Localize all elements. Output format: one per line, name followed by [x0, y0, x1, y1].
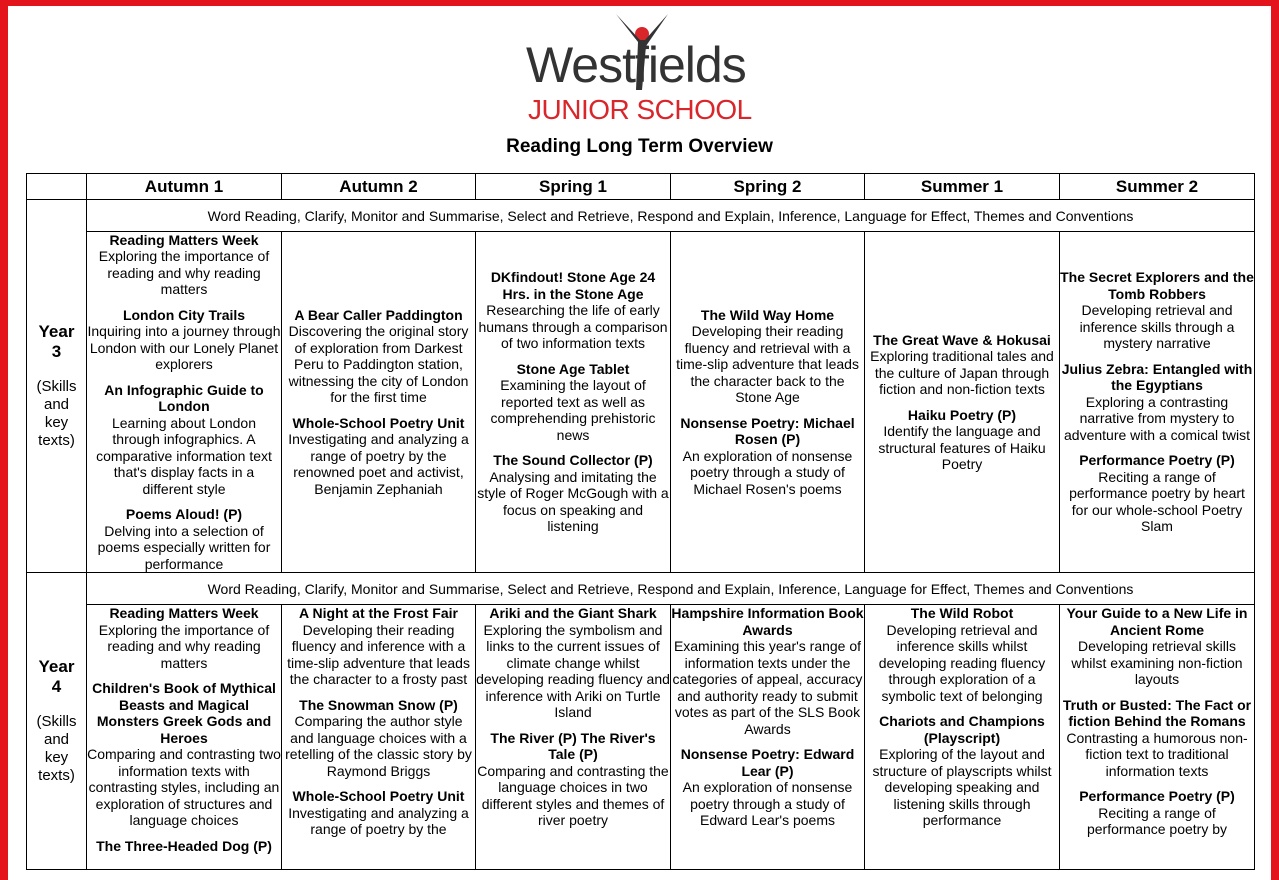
- unit-description: Examining the layout of reported text as well as comprehending prehistoric news: [490, 377, 656, 443]
- unit-title: Reading Matters Week: [109, 605, 259, 621]
- unit-entry: [1060, 452, 1254, 535]
- unit-entry: [87, 506, 281, 572]
- term-units-cell: [671, 232, 865, 573]
- unit-entry: [865, 407, 1059, 473]
- term-units-cell: [87, 605, 282, 870]
- unit-description: Investigating and analyzing a range of poetry by the renowned poet and activist, Benjamin Zephaniah: [288, 431, 469, 497]
- unit-entry: [282, 307, 475, 406]
- year-sublabel-line: texts): [38, 432, 75, 449]
- term-header: Autumn 2: [282, 174, 476, 200]
- unit-entry: [865, 332, 1059, 398]
- unit-title: Stone Age Tablet: [516, 360, 630, 377]
- term-header: Spring 2: [671, 174, 865, 200]
- skills-list: Word Reading, Clarify, Monitor and Summarise, Select and Retrieve, Respond and Explain, Inference, Language for Effect, Themes and Conventions: [87, 200, 1255, 232]
- year-label-cell: [27, 573, 87, 870]
- page-frame-right: [1271, 0, 1279, 880]
- term-units-cell: [865, 605, 1060, 870]
- unit-entry: [282, 415, 475, 498]
- year-sublabel-line: texts): [38, 767, 75, 784]
- unit-description: Analysing and imitating the style of Roger McGough with a focus on speaking and listening: [477, 468, 669, 535]
- unit-entry: [87, 382, 281, 498]
- unit-title: The Snowman Snow (P): [299, 696, 458, 713]
- unit-description: Developing retrieval skills whilst examining non-fiction layouts: [1071, 638, 1243, 687]
- unit-entry: [476, 269, 670, 352]
- year-sublabel-line: key: [44, 749, 69, 766]
- unit-entry: [87, 605, 281, 671]
- unit-entry: [282, 788, 475, 838]
- unit-description: Discovering the original story of exploration from Darkest Peru to Paddington station, witnessing the city of London for the first time: [288, 323, 469, 406]
- page-frame-top: [0, 0, 1279, 6]
- term-units-cell: [865, 232, 1060, 573]
- page-frame-left: [0, 0, 8, 880]
- unit-entry: [1060, 788, 1254, 838]
- unit-description: Developing their reading fluency and inference with a time-slip adventure that leads the character to a frosty past: [287, 621, 470, 687]
- unit-title: The Wild Robot: [910, 605, 1014, 621]
- skills-row: [27, 573, 1255, 605]
- year-label-cell: [27, 200, 87, 573]
- unit-title: The Three-Headed Dog (P): [96, 837, 272, 854]
- unit-description: Comparing the author style and language choices with a retelling of the classic story by Raymond Briggs: [285, 713, 472, 779]
- unit-description: Exploring a contrasting narrative from mystery to adventure with a comical twist: [1064, 393, 1250, 443]
- unit-entry: [87, 838, 281, 855]
- unit-title: Children's Book of Mythical Beasts and Magical Monsters Greek Gods and Heroes: [92, 680, 276, 746]
- term-units-cell: [671, 605, 865, 870]
- skills-row: [27, 200, 1255, 232]
- corner-cell: [27, 174, 87, 200]
- year-sublabel-line: and: [43, 731, 70, 748]
- unit-description: Learning about London through infographics. A comparative information text that's display facts in a different style: [96, 414, 272, 497]
- unit-entry: [282, 697, 475, 780]
- unit-entry: [87, 232, 281, 298]
- unit-entry: [671, 746, 864, 829]
- unit-title: Performance Poetry (P): [1079, 452, 1235, 469]
- year-number: 4: [51, 677, 62, 696]
- year-label: Year: [38, 322, 75, 341]
- overview-table: [26, 173, 1255, 870]
- logo-wordmark: Westfields: [526, 37, 746, 93]
- unit-description: Exploring the importance of reading and why reading matters: [98, 248, 270, 298]
- logo-subtitle: JUNIOR SCHOOL: [528, 94, 752, 125]
- unit-description: Exploring traditional tales and the culture of Japan through fiction and non-fiction texts: [870, 348, 1054, 397]
- term-units-cell: [476, 605, 671, 870]
- unit-entry: [1060, 697, 1254, 780]
- unit-title: A Night at the Frost Fair: [299, 605, 458, 621]
- unit-title: Hampshire Information Book Awards: [671, 605, 864, 638]
- term-units-cell: [282, 605, 476, 870]
- unit-description: Developing retrieval and inference skills whilst developing reading fluency through exploration of a symbolic text of belonging: [878, 621, 1046, 704]
- unit-entry: [671, 307, 864, 406]
- term-header-row: [27, 174, 1255, 200]
- skills-list: Word Reading, Clarify, Monitor and Summarise, Select and Retrieve, Respond and Explain, Inference, Language for Effect, Themes and Conventions: [87, 573, 1255, 605]
- unit-title: Nonsense Poetry: Edward Lear (P): [680, 746, 855, 779]
- school-logo: [520, 12, 760, 127]
- unit-description: Contrasting a humorous non-fiction text to traditional information texts: [1066, 729, 1248, 779]
- unit-title: Chariots and Champions (Playscript): [879, 713, 1045, 746]
- unit-entry: [671, 415, 864, 498]
- unit-entry: [476, 361, 670, 444]
- units-row: [27, 232, 1255, 573]
- unit-title: Nonsense Poetry: Michael Rosen (P): [680, 414, 855, 448]
- term-header: Summer 2: [1060, 174, 1255, 200]
- unit-entry: [1060, 605, 1254, 688]
- unit-description: Delving into a selection of poems especially written for performance: [97, 522, 271, 572]
- unit-title: An Infographic Guide to London: [104, 381, 264, 415]
- unit-entry: [865, 605, 1059, 704]
- unit-description: Inquiring into a journey through London with our Lonely Planet explorers: [87, 323, 281, 373]
- unit-description: Exploring the symbolism and links to the current issues of climate change whilst developing reading fluency and inference with Ariki on Turtle Island: [476, 621, 670, 720]
- unit-title: Ariki and the Giant Shark: [489, 605, 657, 621]
- unit-entry: [476, 605, 670, 721]
- unit-entry: [476, 730, 670, 829]
- year-sublabel-line: and: [43, 396, 70, 413]
- unit-entry: [476, 452, 670, 535]
- unit-title: Performance Poetry (P): [1079, 788, 1235, 804]
- unit-entry: [282, 605, 475, 688]
- year-sublabel-line: (Skills: [36, 378, 77, 395]
- unit-description: Reciting a range of performance poetry by heart for our whole-school Poetry Slam: [1069, 468, 1245, 535]
- unit-title: London City Trails: [122, 306, 246, 323]
- unit-title: The Great Wave & Hokusai: [873, 331, 1051, 348]
- term-units-cell: [1060, 605, 1255, 870]
- unit-title: Truth or Busted: The Fact or fiction Behind the Romans: [1062, 696, 1252, 729]
- term-units-cell: [282, 232, 476, 573]
- unit-entry: [1060, 269, 1254, 352]
- unit-description: An exploration of nonsense poetry through a study of Michael Rosen's poems: [682, 447, 853, 497]
- unit-description: Developing their reading fluency and retrieval with a time-slip adventure that leads the character back to the Stone Age: [676, 323, 859, 406]
- page-title: Reading Long Term Overview: [506, 136, 773, 157]
- term-units-cell: [87, 232, 282, 573]
- unit-entry: [865, 713, 1059, 829]
- unit-description: Comparing and contrasting the language choices in two different styles and themes of river poetry: [477, 762, 669, 828]
- unit-entry: [1060, 361, 1254, 444]
- unit-description: Examining this year's range of information texts under the categories of appeal, accuracy and authority ready to submit votes as part of the SLS Book Awards: [672, 638, 863, 737]
- term-header: Spring 1: [476, 174, 671, 200]
- unit-title: Your Guide to a New Life in Ancient Rome: [1066, 605, 1248, 638]
- unit-title: DKfindout! Stone Age 24 Hrs. in the Stone Age: [490, 269, 656, 302]
- unit-title: Poems Aloud! (P): [125, 506, 243, 523]
- unit-title: Whole-School Poetry Unit: [292, 414, 465, 431]
- unit-title: Julius Zebra: Entangled with the Egyptians: [1061, 360, 1253, 394]
- year-number: 3: [51, 342, 62, 361]
- unit-description: Reciting a range of performance poetry by: [1086, 804, 1228, 837]
- unit-description: An exploration of nonsense poetry through a study of Edward Lear's poems: [682, 779, 853, 828]
- unit-entry: [87, 307, 281, 373]
- year-label: Year: [38, 657, 75, 676]
- unit-title: The Secret Explorers and the Tomb Robbers: [1060, 269, 1254, 302]
- year-sublabel-line: (Skills: [36, 713, 77, 730]
- unit-title: The River (P) The River's Tale (P): [490, 729, 656, 762]
- unit-title: Whole-School Poetry Unit: [292, 788, 465, 804]
- units-row: [27, 605, 1255, 870]
- unit-description: Comparing and contrasting two information texts with contrasting styles, including an exploration of structures and language choices: [87, 746, 281, 828]
- unit-description: Investigating and analyzing a range of poetry by the: [288, 804, 469, 837]
- year-sublabel: [27, 713, 86, 785]
- unit-entry: [671, 605, 864, 737]
- term-units-cell: [1060, 232, 1255, 573]
- unit-title: Haiku Poetry (P): [907, 406, 1017, 423]
- unit-description: Exploring the importance of reading and why reading matters: [98, 621, 270, 671]
- year-sublabel-line: key: [44, 414, 69, 431]
- unit-title: The Wild Way Home: [700, 306, 835, 323]
- year-sublabel: [27, 378, 86, 450]
- unit-title: The Sound Collector (P): [493, 452, 653, 469]
- term-header: Summer 1: [865, 174, 1060, 200]
- term-units-cell: [476, 232, 671, 573]
- term-header: Autumn 1: [87, 174, 282, 200]
- unit-title: A Bear Caller Paddington: [294, 306, 463, 323]
- unit-description: Developing retrieval and inference skills through a mystery narrative: [1079, 302, 1235, 352]
- unit-title: Reading Matters Week: [109, 232, 259, 248]
- unit-description: Researching the life of early humans through a comparison of two information texts: [478, 302, 668, 352]
- unit-entry: [87, 680, 281, 829]
- unit-description: Identify the language and structural features of Haiku Poetry: [878, 423, 1046, 472]
- unit-description: Exploring of the layout and structure of playscripts whilst developing speaking and listening skills through performance: [872, 746, 1052, 828]
